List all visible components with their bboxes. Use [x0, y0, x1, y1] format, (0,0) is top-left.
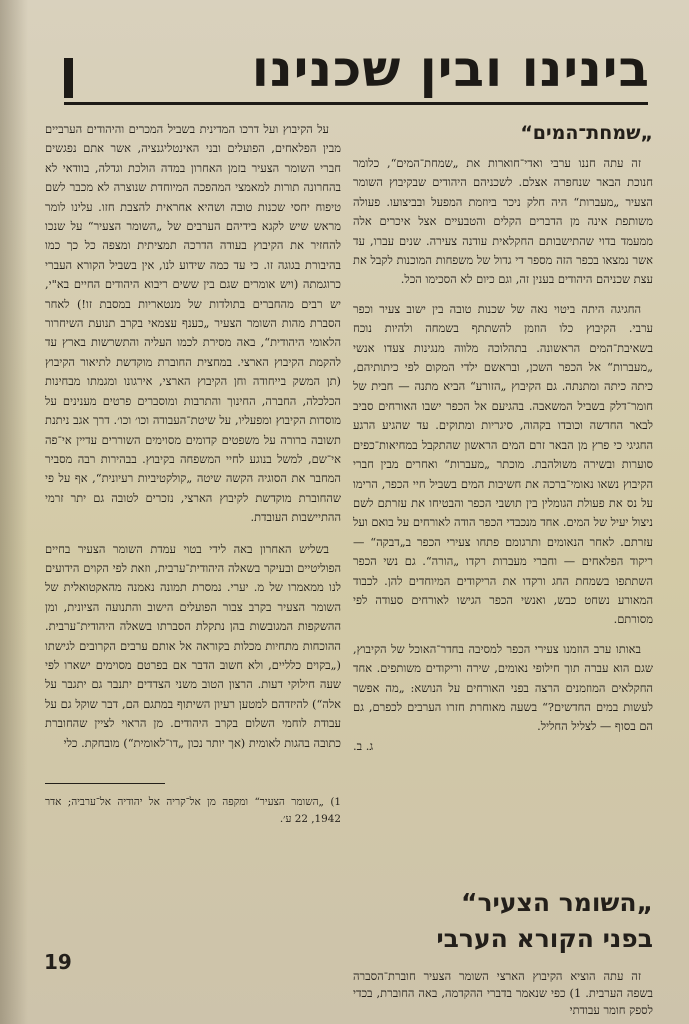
article-paragraph: באותו ערב הוזמנו צעירי הכפר למסיבה בחדר־האוכל של הקיבוץ, שגם הוא עברה תוך חילופי נאומים, שירה וריקודים משותפים. אחד החקלאים המוזמנים הרצה בפני האורחים על הנושא: „מה אפשר לעשות במים החדשים?“ בשעה מאוחרת חזרו הערבים לכפרם, גם הם בסוף — לצליל החליל. — [353, 641, 653, 734]
article-title-hashomer — [353, 885, 653, 963]
article-paragraph: החגיגה היתה ביטוי נאה של שכנות טובה בין ישוב צעיר וכפר ערבי. הקיבוץ כלו הוזמן להשתתף בשמחה ולהיות נוכח בשאיבת־המים הראשונה. בתהלוכה מלווה מנגינות צעדו אנשי „מעברות“ אל הכפר השכן, ובראשם ילדי המקום לפי כיתותיהם, כיתה כיתה ומתנתה. גם הקיבוץ „הזורע“ הביא מתנה — חבית של חומר־דלק בשביל המשאבה. בהגיעם אל הכפר ישבו האורחים סביב לבאר החדשה וכובדו בקהוה, סיגריות ומתוקים. עד שהגיע הרגע החגיגי כי פרץ מן הבאר זרם המים הראשון שהתקבל במחיאות־כפים סוערות ובשירה משולהבת. מוכתר „מעברות“ ואחרים מבין חברי הקיבוץ נשאו נאומי־ברכה את חשיבות המים בשביל חיי הכפר, הרימו על נס את פעולת הגומלין בין תושבי הכפר והבטיחו את עזרתם לשם ניצול יעיל של המים. אחד מנכבדי הכפר הודה לאורחים על בואם ועל עזרתם. לאחר הנאומים ותרגומם פתחו צעירי הכפר ב„דבקה“ — ריקוד הפלאחים — וחברי מעברות רקדו „הורה“. גם נשי הכפר השתתפו בשמחת החג ורקדו את הריקודים המיוחדים להן. לכבוד המאורע נשחט כבש, ואנשי הכפר הגישו לאורחים סעודה לפי מסורתם. — [353, 301, 653, 627]
article-paragraph: זה עתה הוציא הקיבוץ הארצי השומר הצעיר חוברת־הסברה בשפה הערבית. 1) כפי שנאמר בדברי ההקדמה, באה החוברת, בכדי לספק חומר עבודתי — [353, 969, 653, 1017]
article-title-line: „השומר הצעיר“ — [461, 888, 653, 917]
article-signature: ג. ב. — [353, 738, 374, 753]
footnote: 1) „השומר הצעיר“ ומקפה מן אל־קריה אל יהודיה אל־ערביה; אדר 1942, 22 ע׳. — [45, 796, 341, 825]
header-bar — [64, 58, 73, 98]
article-paragraph: זה עתה חננו ערבי ואדי־חוארות את „שמחת־המים“, כלומר חנוכת הבאר שנחפרה אצלם. לשכניהם היהודים שבקיבוץ השומר הצעיר „מעברות“ היה חלק ניכר ביוזמת המפעל ובביצועו. פעולה משותפת אינה מן הדברים הקלים והטבעיים אצל איכרים אלה ממעמד בדוי שהתישבותם החקלאית עודנה צעירה. שנים עברו, עד אשר נמצאו בכפר הזה מספר די גדול של משפחות המוכנות לקבל את עצת שכניהם היהודים בענין זה, וגם כיום לא הסכימו הכל. — [353, 156, 653, 287]
header-rule — [64, 102, 648, 105]
article-continuation-column — [45, 120, 341, 955]
section-header-title: בינינו ובין שכנינו — [251, 40, 650, 98]
article-shimhat-hamayim — [353, 120, 653, 875]
article-hashomer-body — [353, 968, 653, 1020]
article-title-line: בפני הקורא הערבי — [436, 924, 653, 953]
article-title: „שמחת־המים“ — [520, 122, 653, 144]
article-paragraph: בשליש האחרון באה לידי בטוי עמדת השומר הצעיר בחיים הפוליטיים ובעיקר בשאלה היהודית־ערבית, וזאת לפי הקוים הידועים לנו ממאמרו של מ. יערי. נמסרת תמונה נאמנה מהאקטואלית של השומר הצעיר בקרב צבור הפועלים הישוב והתנועה הציונית, ומן ההשקפות המגובשות בהן נתקלת הסברתו בשאלה היהודית־ערבית. ההוכחות מתחיות מכלות בקוראה אל אותם ערבים הקרובים לגישתו („בקוים כלליים, ולא חשוב הדבר אם בפרטם מסוימים ישארו לפי שעה חילוקי דעות. הרצון הטוב משני הצדדים יתנבר גם יתגבר על אלה“) להיזדהם למטען רעיון השיתוף במתגם הם, דבר שוקל גם על עבודת לוחמי השלום בקרב היהודים. מן הראוי לציין שהחוברת כתובה בהגות לאומית (אך יותר נכון „דו־לאומית“) מובחקת. כלי — [45, 541, 341, 750]
page-number: 19 — [44, 950, 72, 974]
footnote-rule — [45, 783, 165, 784]
article-paragraph: על הקיבוץ ועל דרכו המדינית בשביל המכרים והיהודים הערביים מבין הפלאחים, הפועלים ובני האינטליגנציה, אשר אתם נפגשים חברי השומר הצעיר בזמן האחרון במדה הולכת וגדלה, בוודאי לא בהחרונה תורות למאמצי המהפכה המיוחדת שנוצרה לא מכבר לשם טיפוח יחסי שכנות טובה ושהיא אחראית להצבת חזו. עלינו לומר מראש שיש לקגא בידיהם הערבים של „השומר הצעיר“ על שנכו להחזיר את הקיבוץ בעודה הדרכה תמציתית ומצפה כל כך כמו בהיבורת בגוגה זו. כי עד כמה שידוע לנו, אין בשביל הקורא העברי כרוגמתה (ויש אומרים שגם בין ששים ריבוא היהודים החיים בא"י, יש רבים מהחברים בתולדות של מנטאריות במסבת זו!) לאחר הסברת מהות השומר הצעיר „כענף עצמאי בקרב תנועת השיחרור הלאומי היהודית“, באה מסירת לכמו העליה והתשרשות בארץ עד להקמת הקיבוץ הארצי. במחצית החוברת מוקדשת לתיאור הקיבוץ (תן המשק בייחודה וחן הקיבוץ הארצי, אירגונו ומגמתו מבחינות הכלכלה, החברה, החינוך והתרבות ומוסברים פרטים מענינים על מוסדות הקיבוץ ומפעליו, על שיטת־העבודה וכו׳ וכו׳. דרך אגב ניתנת תשובה ברורה על משפטים קדומים מסוימים השוררים עדיין אי־פה אי־שם, למשל בנוגע לחיי המשפחה בקיבוץ. בבהירות רבה מסביר המחבר את הסוגיה הקשה שיטה „קולקטיביות רעיונית“, אף על פי שהחוברת מוקדשת לקיבוץ הארצי, נזכרים לטובה גם יתר זרמי ההתיישבות העובדת. — [45, 122, 341, 525]
page-edge-shadow — [0, 0, 28, 1024]
